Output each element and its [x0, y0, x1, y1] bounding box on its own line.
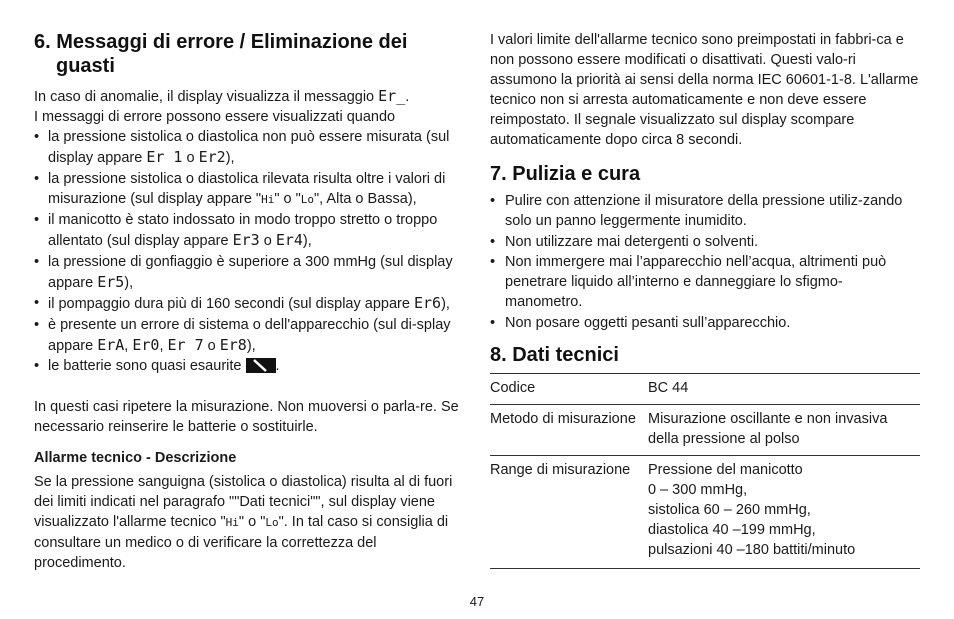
- error-code: Er3: [232, 231, 260, 250]
- spec-key: Codice: [490, 374, 648, 405]
- bullet-text: .: [275, 358, 280, 375]
- alarm-limits-paragraph: I valori limite dell'allarme tecnico sono preimpostati in fabbri-ca e non possono essere modificati o disattivati. Questi valo-ri assumono la priorità ai sensi della norma IEC 60601-1-8. L'allarme tecnico non si arresta automaticamente e non deve essere reimpostato. Il segnale visualizzato sul display scompare automaticamente dopo circa 8 secondi.: [490, 32, 919, 148]
- error-code: Hi: [261, 192, 275, 206]
- intro-prefix: In caso di anomalie, il display visualizza il messaggio: [34, 89, 375, 105]
- list-item: • Non posare oggetti pesanti sull’apparecchio.: [490, 313, 920, 333]
- error-code: Er 7: [167, 335, 204, 354]
- intro-paragraph: [34, 86, 460, 107]
- bullet-text: ),: [302, 233, 312, 250]
- spec-value-line: pulsazioni 40 –180 battiti/minuto: [648, 542, 856, 559]
- error-code: Er_: [378, 87, 406, 105]
- intro-suffix: .: [405, 89, 410, 105]
- specs-table: [490, 373, 920, 569]
- alarm-text: ". In tal caso si consiglia di consultare un medico o di verificare la correttezza del procedimento.: [34, 513, 449, 571]
- error-code: Hi: [225, 515, 239, 529]
- error-code: Er4: [275, 231, 303, 250]
- spec-key: Range di misurazione: [490, 456, 648, 569]
- spec-value: BC 44: [648, 374, 920, 405]
- bullet-text: le batterie sono quasi esaurite: [48, 358, 246, 375]
- low-battery-icon: [246, 358, 276, 373]
- bullet-text: ),: [124, 275, 134, 292]
- bullet-text: o: [259, 233, 276, 250]
- right-column: [490, 30, 920, 569]
- table-row: [490, 405, 920, 456]
- error-code: Lo: [265, 515, 279, 529]
- retry-paragraph: In questi casi ripetere la misurazione. Non muoversi o parla-re. Se necessario reinserire le batterie o sostituirle.: [34, 398, 459, 435]
- bullet-text: o: [203, 337, 220, 354]
- error-code: Lo: [300, 192, 315, 206]
- bullet-text: la pressione di gonfiaggio è superiore a 300 mmHg (sul display appare: [48, 253, 453, 292]
- spec-value-line: Pressione del manicotto: [648, 462, 803, 479]
- list-item: [34, 252, 460, 294]
- section-6-title: 6. Messaggi di errore / Eliminazione dei guasti: [34, 31, 408, 77]
- bullet-text: la pressione sistolica o diastolica rilevata risulta oltre i valori di misurazione (sul display appare ": [48, 170, 446, 207]
- list-item: • Pulire con attenzione il misuratore della pressione utiliz-zando solo un panno leggermente inumidito.: [490, 191, 920, 232]
- intro-paragraph-2: I messaggi di errore possono essere visualizzati quando: [34, 109, 396, 125]
- spec-value: [648, 456, 920, 569]
- table-row: [490, 374, 920, 405]
- list-item: [34, 127, 460, 169]
- alarm-text: Se la pressione sanguigna (sistolica o diastolica) risulta al di fuori dei limiti indicati nel paragrafo ""Dati tecnici"", sul display viene visualizzato l'allarme tecnico ": [34, 473, 453, 530]
- alarm-paragraph: [34, 472, 460, 573]
- alarm-heading: Allarme tecnico - Descrizione: [34, 449, 237, 466]
- bullet-text: o: [182, 150, 199, 167]
- bullet-text: ", Alta o Bassa),: [314, 190, 417, 207]
- page-number: 47: [469, 594, 485, 609]
- spec-value-line: sistolica 60 – 260 mmHg,: [648, 502, 811, 519]
- bullet-text: ),: [441, 296, 450, 313]
- error-code: ErA: [97, 335, 125, 354]
- spec-value: Misurazione oscillante e non invasiva della pressione al polso: [648, 405, 920, 456]
- error-code: Er2: [198, 148, 226, 167]
- alarm-text: " o ": [238, 513, 266, 530]
- list-item: [34, 293, 460, 314]
- spec-value-line: diastolica 40 –199 mmHg,: [648, 522, 816, 539]
- section-8-title: 8. Dati tecnici: [490, 344, 619, 367]
- list-item: • Non immergere mai l’apparecchio nell’acqua, altrimenti può penetrare liquido all’interno e danneggiare lo sfigmo-manometro.: [490, 252, 920, 313]
- bullet-text: è presente un errore di sistema o dell'apparecchio (sul di-splay appare: [48, 316, 451, 354]
- table-row: [490, 456, 920, 569]
- spec-key: Metodo di misurazione: [490, 405, 648, 456]
- left-column: [34, 30, 460, 573]
- bullet-text: ),: [225, 150, 235, 167]
- spec-value-line: 0 – 300 mmHg,: [648, 482, 748, 499]
- bullet-text: il manicotto è stato indossato in modo troppo stretto o troppo allentato (sul display appare: [48, 212, 438, 250]
- list-item: [34, 210, 460, 252]
- bullet-text: la pressione sistolica o diastolica non può essere misurata (sul display appare: [48, 129, 450, 167]
- list-item: [34, 169, 460, 211]
- section-7-title: 7. Pulizia e cura: [490, 163, 641, 185]
- error-code: Er0: [132, 335, 160, 354]
- list-item: [34, 356, 460, 376]
- list-item: • Non utilizzare mai detergenti o solventi.: [490, 232, 920, 252]
- bullet-text: " o ": [274, 190, 301, 207]
- error-code: Er5: [97, 273, 125, 292]
- error-code: Er 1: [146, 148, 183, 167]
- bullet-text: ,: [124, 337, 133, 354]
- error-conditions-list: [34, 127, 460, 377]
- list-item: [34, 315, 460, 357]
- bullet-text: ,: [159, 337, 168, 354]
- care-list: [490, 191, 920, 333]
- error-code: Er6: [413, 294, 442, 313]
- bullet-text: il pompaggio dura più di 160 secondi (sul display appare: [48, 296, 414, 313]
- bullet-text: ),: [246, 337, 256, 354]
- error-code: Er8: [219, 335, 247, 354]
